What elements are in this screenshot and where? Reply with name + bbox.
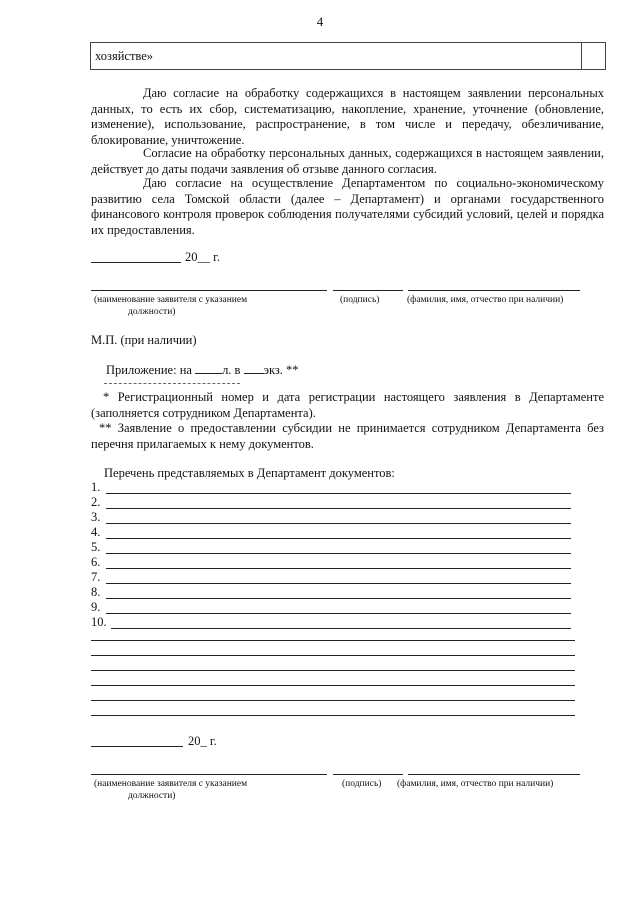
copies-blank	[244, 362, 264, 374]
list-item: 7.	[91, 570, 571, 584]
signature-line-fio-1	[408, 290, 580, 291]
list-item: 10.	[91, 615, 571, 629]
list-item: 5.	[91, 540, 571, 554]
consent-text-2: Согласие на обработку персональных данных, содержащихся в настоящем заявлении, действует до даты подачи заявления об отзыве данного согласия.	[91, 146, 604, 176]
blank-line	[91, 670, 575, 671]
caption-signature-1: (подпись)	[340, 295, 380, 305]
attachment-suffix: экз. **	[263, 363, 299, 377]
table-cell-text: хозяйстве»	[95, 49, 154, 63]
list-item: 6.	[91, 555, 571, 569]
signature-line-name-1	[91, 290, 327, 291]
blank-line	[91, 655, 575, 656]
footnote-2: ** Заявление о предоставлении субсидии не принимается сотрудником Департамента без перечня прилагаемых к нему документов.	[91, 421, 604, 451]
caption-position-2: должности)	[128, 791, 176, 801]
stamp-label: М.П. (при наличии)	[91, 333, 197, 347]
caption-signature-2: (подпись)	[342, 779, 382, 789]
consent-paragraph-3	[91, 176, 604, 238]
form-table-cell	[90, 42, 606, 70]
date-suffix-1: 20__ г.	[185, 250, 220, 264]
blank-line	[91, 700, 575, 701]
caption-name-1: (наименование заявителя с указанием	[94, 295, 248, 305]
attachment-line	[106, 362, 299, 378]
consent-text-3: Даю согласие на осуществление Департаментом по социально-экономическому развитию села Томской области (далее – Департамент) и органами государственного финансового контроля проверок соблюдения получателями субсидий условий, целей и порядка их предоставления.	[91, 176, 604, 237]
consent-paragraph-2	[91, 146, 604, 177]
date-suffix-2: 20_ г.	[188, 734, 217, 748]
consent-text-1: Даю согласие на обработку содержащихся в настоящем заявлении персональных данных, то есть их сбор, систематизацию, накопление, хранение, уточнение (обновление, изменение), использование, распространение, в том числе и передачу, обезличивание, блокирование, уничтожение.	[91, 86, 604, 147]
blank-line	[91, 640, 575, 641]
list-item: 2.	[91, 495, 571, 509]
page-number: 4	[316, 14, 324, 29]
attachment-mid: л. в	[222, 363, 241, 377]
caption-position-1: должности)	[128, 307, 176, 317]
footnote-1: * Регистрационный номер и дата регистрации настоящего заявления в Департаменте (заполняется сотрудником Департамента).	[91, 390, 604, 420]
list-item: 1.	[91, 480, 571, 494]
blank-line	[91, 715, 575, 716]
list-item: 8.	[91, 585, 571, 599]
signature-line-fio-2	[408, 774, 580, 775]
date-line-1	[91, 262, 181, 263]
list-item: 3.	[91, 510, 571, 524]
list-item: 4.	[91, 525, 571, 539]
consent-paragraph-1	[91, 86, 604, 148]
caption-fio-1: (фамилия, имя, отчество при наличии)	[407, 295, 564, 305]
dashed-separator	[104, 383, 240, 384]
list-item: 9.	[91, 600, 571, 614]
caption-name-2: (наименование заявителя с указанием	[94, 779, 248, 789]
table-divider	[581, 43, 582, 69]
attachment-prefix: Приложение: на	[106, 363, 192, 377]
signature-line-sign-1	[333, 290, 403, 291]
date-line-2	[91, 746, 183, 747]
signature-line-sign-2	[333, 774, 403, 775]
signature-line-name-2	[91, 774, 327, 775]
caption-fio-2: (фамилия, имя, отчество при наличии)	[397, 779, 554, 789]
docs-list-title: Перечень представляемых в Департамент документов:	[104, 466, 395, 480]
blank-line	[91, 685, 575, 686]
pages-blank	[195, 362, 222, 374]
